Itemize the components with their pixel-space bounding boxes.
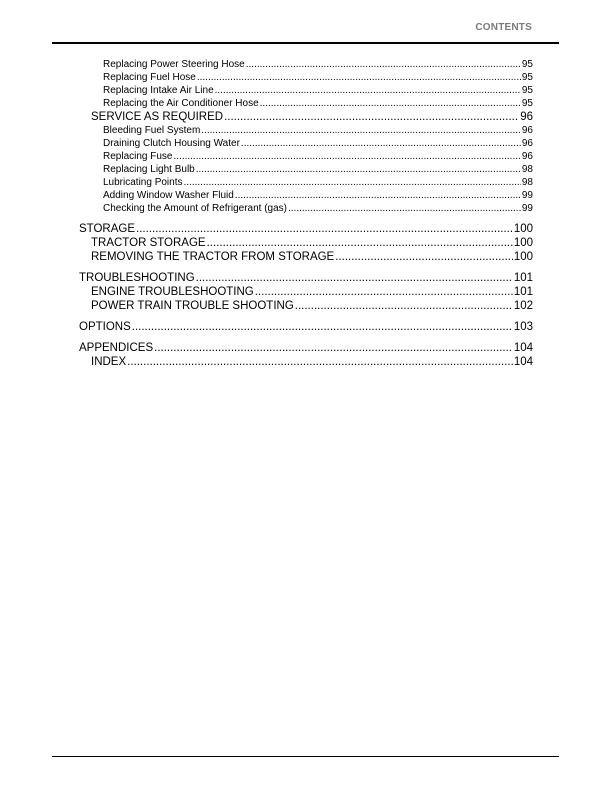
toc-entry-title: ENGINE TROUBLESHOOTING (91, 286, 254, 298)
toc-entry-title: OPTIONS (79, 321, 131, 333)
toc-entry-page: 98 (521, 164, 533, 175)
toc-entry-page: 95 (521, 72, 533, 83)
toc-entry-page: 98 (521, 177, 533, 188)
toc-entry-title: Replacing Light Bulb (103, 164, 195, 175)
toc-entry-page: 96 (521, 138, 533, 149)
toc-entry-page: 96 (520, 111, 533, 123)
toc-entry-page: 101 (513, 286, 533, 298)
toc-leader-dots (260, 97, 521, 110)
toc-leader-dots (196, 163, 521, 176)
toc-entry-page: 96 (521, 151, 533, 162)
toc-entry-title: INDEX (91, 356, 127, 368)
header-rule (52, 42, 559, 44)
toc-entry[interactable] (91, 285, 533, 299)
toc-entry-page: 101 (513, 272, 533, 284)
toc-entry[interactable] (79, 222, 533, 236)
toc-leader-dots (184, 176, 521, 189)
toc-entry-page: 95 (521, 85, 533, 96)
toc-entry-title: Replacing Power Steering Hose (103, 59, 245, 70)
toc-leader-dots (197, 71, 521, 84)
toc-leader-dots (215, 84, 521, 97)
toc-entry-page: 100 (513, 251, 533, 263)
toc-leader-dots (241, 137, 521, 150)
toc-leader-dots (335, 250, 513, 264)
toc-leader-dots (288, 202, 521, 215)
toc-entry-title: Replacing the Air Conditioner Hose (103, 98, 259, 109)
toc-entry-title: Replacing Fuel Hose (103, 72, 196, 83)
toc-leader-dots (173, 150, 520, 163)
toc-entry[interactable] (91, 250, 533, 264)
toc-leader-dots (127, 355, 513, 369)
toc-entry[interactable] (79, 271, 533, 285)
toc-entry[interactable] (103, 189, 533, 202)
running-header: CONTENTS (475, 22, 532, 33)
toc-entry[interactable] (91, 110, 533, 124)
toc-entry-title: TRACTOR STORAGE (91, 237, 206, 249)
toc-leader-dots (224, 110, 519, 124)
footer-rule (52, 756, 559, 757)
toc-leader-dots (235, 189, 521, 202)
toc-entry-page: 96 (521, 125, 533, 136)
toc-entry[interactable] (103, 163, 533, 176)
toc-entry[interactable] (103, 124, 533, 137)
toc-leader-dots (154, 341, 513, 355)
toc-entry-page: 100 (513, 237, 533, 249)
toc-entry-title: Lubricating Points (103, 177, 183, 188)
toc-entry-title: REMOVING THE TRACTOR FROM STORAGE (91, 251, 335, 263)
toc-leader-dots (196, 271, 513, 285)
toc-entry-page: 99 (521, 190, 533, 201)
toc-entry-page: 95 (521, 98, 533, 109)
toc-entry[interactable] (103, 150, 533, 163)
toc-entry[interactable] (103, 137, 533, 150)
toc-entry-title: APPENDICES (79, 342, 154, 354)
toc-entry-page: 104 (513, 342, 533, 354)
toc-entry[interactable] (103, 176, 533, 189)
toc-entry-title: Checking the Amount of Refrigerant (gas) (103, 203, 287, 214)
toc-entry-title: Replacing Intake Air Line (103, 85, 214, 96)
toc-entry-title: Bleeding Fuel System (103, 125, 201, 136)
toc-entry[interactable] (103, 84, 533, 97)
toc-entry-title: Adding Window Washer Fluid (103, 190, 234, 201)
toc-leader-dots (132, 320, 513, 334)
toc-leader-dots (246, 58, 521, 71)
toc-entry-page: 102 (513, 300, 533, 312)
toc-entry[interactable] (103, 202, 533, 215)
toc-leader-dots (207, 236, 513, 250)
toc-entry[interactable] (91, 299, 533, 313)
toc-entry-page: 103 (513, 321, 533, 333)
toc-entry-page: 99 (521, 203, 533, 214)
toc-entry-page: 104 (513, 356, 533, 368)
toc-entry-title: Draining Clutch Housing Water (103, 138, 240, 149)
toc-entry-title: POWER TRAIN TROUBLE SHOOTING (91, 300, 294, 312)
toc-entry-title: TROUBLESHOOTING (79, 272, 195, 284)
toc-entry[interactable] (103, 58, 533, 71)
toc-leader-dots (255, 285, 513, 299)
toc-entry-page: 100 (513, 223, 533, 235)
toc-leader-dots (136, 222, 513, 236)
toc-entry[interactable] (79, 341, 533, 355)
toc-entry[interactable] (91, 236, 533, 250)
toc-leader-dots (295, 299, 513, 313)
toc-entry[interactable] (91, 355, 533, 369)
toc-entry-page: 95 (521, 59, 533, 70)
toc-entry[interactable] (103, 71, 533, 84)
toc-entry[interactable] (103, 97, 533, 110)
toc-entry-title: STORAGE (79, 223, 136, 235)
toc-entry-title: SERVICE AS REQUIRED (91, 111, 224, 123)
toc-leader-dots (201, 124, 521, 137)
toc-entry[interactable] (79, 320, 533, 334)
toc-entry-title: Replacing Fuse (103, 151, 173, 162)
